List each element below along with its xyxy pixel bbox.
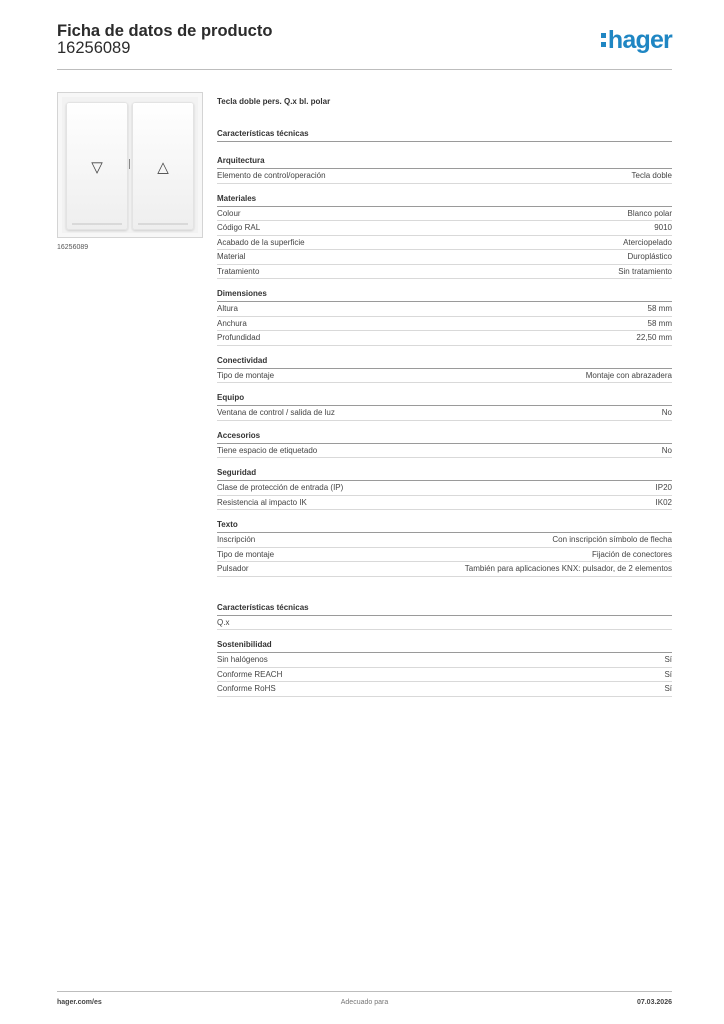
arrow-down-icon: ▽ [91,159,103,176]
spec-row [217,207,672,222]
spec-label: Tiene espacio de etiquetado [217,445,318,455]
spec-row [217,169,672,184]
spec-value: Con inscripción símbolo de flecha [552,535,672,545]
spec-group [217,288,672,346]
spec-row [217,331,672,346]
center-mark [129,159,130,169]
spec-label: Conforme RoHS [217,684,276,694]
spec-row [217,221,672,236]
spec-group [217,193,672,280]
rocker-right [132,102,194,230]
group-heading: Equipo [217,392,672,406]
spec-value: Sí [664,669,672,679]
spec-row [217,616,672,631]
spec-row [217,250,672,265]
spec-label: Pulsador [217,564,249,574]
image-caption: 16256089 [57,244,89,251]
spec-label: Profundidad [217,333,261,343]
spec-value: Sí [664,655,672,665]
spec-row [217,653,672,668]
rocker-left [66,102,128,230]
group-heading: Arquitectura [217,155,672,169]
spec-value: Duroplástico [627,252,672,262]
spec-label: Conforme REACH [217,669,283,679]
spec-label: Material [217,252,246,262]
spec-label: Ventana de control / salida de luz [217,408,335,418]
spec-group [217,602,672,631]
spec-group [217,392,672,421]
spec-group [217,639,672,697]
spec-label: Elemento de control/operación [217,171,326,181]
product-name: Tecla doble pers. Q.x bl. polar [217,97,331,106]
footer-middle: Adecuado para [340,999,389,1006]
spec-value: IP20 [655,483,672,493]
logo-dots-icon [601,33,606,47]
group-heading: Conectividad [217,355,672,369]
spec-label: Resistencia al impacto IK [217,497,307,507]
rocker-bar [72,223,122,225]
spec-value: También para aplicaciones KNX: pulsador, de 2 elementos [464,564,672,574]
spec-value: Montaje con abrazadera [585,370,672,380]
arrow-up-icon: △ [157,159,169,176]
spec-row [217,265,672,280]
group-heading: Dimensiones [217,288,672,302]
spec-label: Anchura [217,318,247,328]
spec-content [217,97,672,706]
rocker-bar [138,223,188,225]
spec-row [217,496,672,511]
spec-value: No [661,408,672,418]
spec-value: Sin tratamiento [618,266,672,276]
spec-row [217,533,672,548]
spec-group [217,155,672,184]
spec-label: Código RAL [217,223,261,233]
spec-row [217,562,672,577]
spec-row [217,236,672,251]
spec-row [217,548,672,563]
group-heading: Texto [217,519,672,533]
spec-value: Sí [664,684,672,694]
spec-label: Tipo de montaje [217,549,275,559]
spec-group [217,467,672,510]
spec-label: Sin halógenos [217,655,268,665]
logo-text: hager [607,26,672,54]
spec-row [217,682,672,697]
spacer [217,586,672,602]
spec-label: Inscripción [217,535,256,545]
spec-group [217,519,672,577]
spec-row [217,444,672,459]
page-header [57,22,672,70]
group-heading: Características técnicas [217,602,672,616]
spec-label: Clase de protección de entrada (IP) [217,483,344,493]
spec-label: Colour [217,208,241,218]
spec-value: 58 mm [647,304,672,314]
spec-label: Altura [217,304,238,314]
document-title: Ficha de datos de producto [57,22,273,40]
group-heading: Materiales [217,193,672,207]
switch-illustration [62,97,198,233]
spec-group [217,355,672,384]
spec-row [217,302,672,317]
spec-value: 58 mm [647,318,672,328]
spec-value: No [661,445,672,455]
spec-row [217,369,672,384]
spec-groups-secondary [217,602,672,697]
spec-row [217,481,672,496]
spec-label: Tipo de montaje [217,370,275,380]
spec-value: 22,50 mm [636,333,672,343]
spec-row [217,317,672,332]
spec-value: 9010 [654,223,672,233]
product-image [57,92,203,238]
spec-label: Acabado de la superficie [217,237,305,247]
spec-group [217,430,672,459]
spec-row [217,406,672,421]
group-heading: Seguridad [217,467,672,481]
spec-value: Blanco polar [627,208,672,218]
product-number: 16256089 [57,39,131,57]
page-footer [57,991,672,1011]
spec-label: Q.x [217,617,230,627]
group-heading: Accesorios [217,430,672,444]
spec-value: Aterciopelado [623,237,672,247]
spec-value: Tecla doble [631,171,672,181]
group-heading: Sostenibilidad [217,639,672,653]
footer-date: 07.03.2026 [636,999,672,1006]
footer-website: hager.com/es [57,999,102,1006]
main-heading: Características técnicas [217,128,672,142]
spec-value: Fijación de conectores [591,549,672,559]
spec-value: IK02 [655,497,672,507]
spec-row [217,668,672,683]
spec-label: Tratamiento [217,266,260,276]
hager-logo [601,28,672,53]
spec-groups [217,155,672,577]
